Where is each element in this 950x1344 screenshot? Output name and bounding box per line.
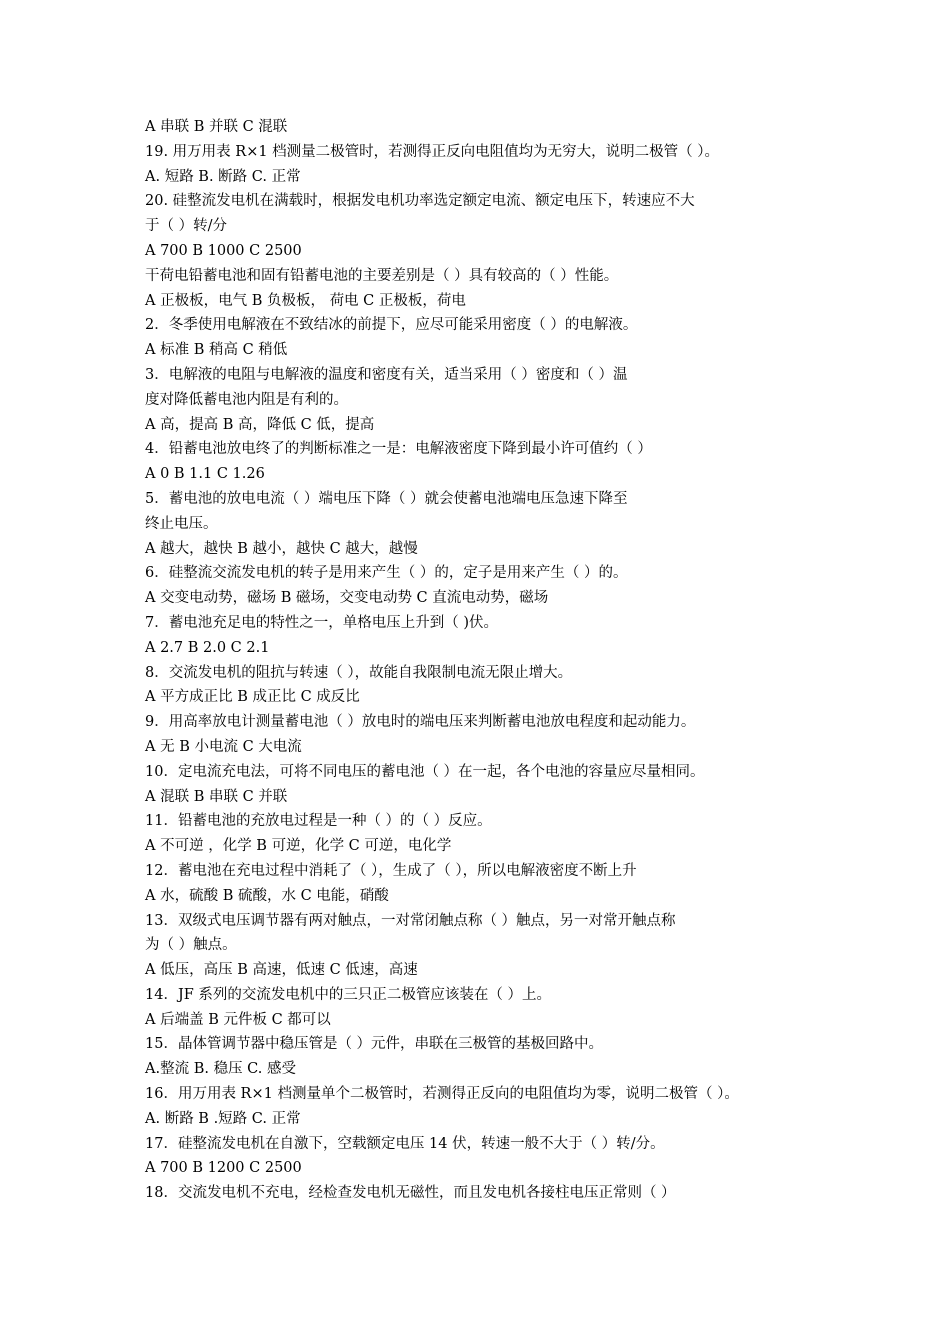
text-line: 6．硅整流交流发电机的转子是用来产生（ ）的，定子是用来产生（ ）的。 [145, 565, 628, 582]
text-line: 15．晶体管调节器中稳压管是（ ）元件，串联在三极管的基极回路中。 [145, 1036, 604, 1053]
text-line: 为（ ）触点。 [145, 937, 237, 954]
text-line: A 正极板，电气 B 负极板， 荷电 C 正极板，荷电 [145, 292, 466, 309]
text-line: A 2.7 B 2.0 C 2.1 [145, 639, 270, 656]
text-line: A 无 B 小电流 C 大电流 [145, 738, 302, 755]
text-line: A 高，提高 B 高，降低 C 低，提高 [145, 416, 375, 433]
text-line: A 越大，越快 B 越小，越快 C 越大，越慢 [145, 540, 418, 557]
text-line: A. 断路 B .短路 C. 正常 [145, 1110, 301, 1127]
text-line: 度对降低蓄电池内阻是有利的。 [145, 391, 348, 408]
text-line: A 串联 B 并联 C 混联 [145, 119, 288, 135]
document-text [145, 115, 865, 1206]
text-line: A 交变电动势，磁场 B 磁场，交变电动势 C 直流电动势，磁场 [145, 590, 549, 607]
text-line: 16．用万用表 R×1 档测量单个二极管时，若测得正反向的电阻值均为零，说明二极管（ ）。 [145, 1086, 739, 1103]
text-line: A 低压，高压 B 高速，低速 C 低速，高速 [145, 962, 418, 979]
text-line: 18．交流发电机不充电，经检查发电机无磁性，而且发电机各接柱电压正常则（ ） [145, 1185, 676, 1202]
text-line: 12．蓄电池在充电过程中消耗了（ ），生成了（ ），所以电解液密度不断上升 [145, 862, 637, 879]
text-line: 3．电解液的电阻与电解液的温度和密度有关，适当采用（ ）密度和（ ）温 [145, 366, 628, 383]
text-line: 5．蓄电池的放电电流（ ）端电压下降（ ）就会使蓄电池端电压急速下降至 [145, 490, 628, 507]
text-line: A 水，硫酸 B 硫酸，水 C 电能，硝酸 [145, 887, 389, 904]
text-line: A 标准 B 稍高 C 稍低 [145, 342, 288, 359]
text-line: A 0 B 1.1 C 1.26 [145, 466, 265, 483]
text-line: A.整流 B. 稳压 C. 感受 [145, 1061, 296, 1078]
text-line: A 700 B 1000 C 2500 [145, 242, 302, 259]
text-line: 17．硅整流发电机在自激下，空载额定电压 14 伏，转速一般不大于（ ）转/分。 [145, 1135, 665, 1152]
text-line: A. 短路 B. 断路 C. 正常 [145, 168, 301, 185]
text-line: 14．JF 系列的交流发电机中的三只正二极管应该装在（ ）上。 [145, 986, 552, 1003]
text-line: 干荷电铅蓄电池和固有铅蓄电池的主要差别是（ ）具有较高的（ ）性能。 [145, 267, 619, 284]
text-line: 10．定电流充电法，可将不同电压的蓄电池（ ）在一起，各个电池的容量应尽量相同。 [145, 763, 705, 780]
text-line: 19. 用万用表 R×1 档测量二极管时，若测得正反向电阻值均为无穷大，说明二极管（ ）。 [145, 143, 720, 160]
text-line: 4．铅蓄电池放电终了的判断标准之一是：电解液密度下降到最小许可值约（ ） [145, 441, 652, 458]
text-line: 于（ ）转/分 [145, 218, 227, 235]
text-line: 11．铅蓄电池的充放电过程是一种（ ）的（ ）反应。 [145, 813, 492, 830]
text-line: A 不可逆 ，化学 B 可逆，化学 C 可逆，电化学 [145, 838, 452, 855]
text-line: A 混联 B 串联 C 并联 [145, 788, 288, 805]
text-line: 8．交流发电机的阻抗与转速（ ），故能自我限制电流无限止增大。 [145, 664, 573, 681]
text-line: 7．蓄电池充足电的特性之一，单格电压上升到（ )伏。 [145, 614, 498, 631]
text-line: 13．双级式电压调节器有两对触点，一对常闭触点称（ ）触点，另一对常开触点称 [145, 912, 676, 929]
text-line: 20. 硅整流发电机在满载时，根据发电机功率选定额定电流、额定电压下，转速应不大 [145, 193, 695, 210]
text-line: A 后端盖 B 元件板 C 都可以 [145, 1011, 331, 1028]
text-line: 9．用高率放电计测量蓄电池（ ）放电时的端电压来判断蓄电池放电程度和起动能力。 [145, 714, 696, 731]
text-line: 2．冬季使用电解液在不致结冰的前提下，应尽可能采用密度（ ）的电解液。 [145, 317, 638, 334]
text-line: 终止电压。 [145, 515, 218, 532]
text-line: A 平方成正比 B 成正比 C 成反比 [145, 689, 360, 706]
text-line: A 700 B 1200 C 2500 [145, 1160, 302, 1177]
